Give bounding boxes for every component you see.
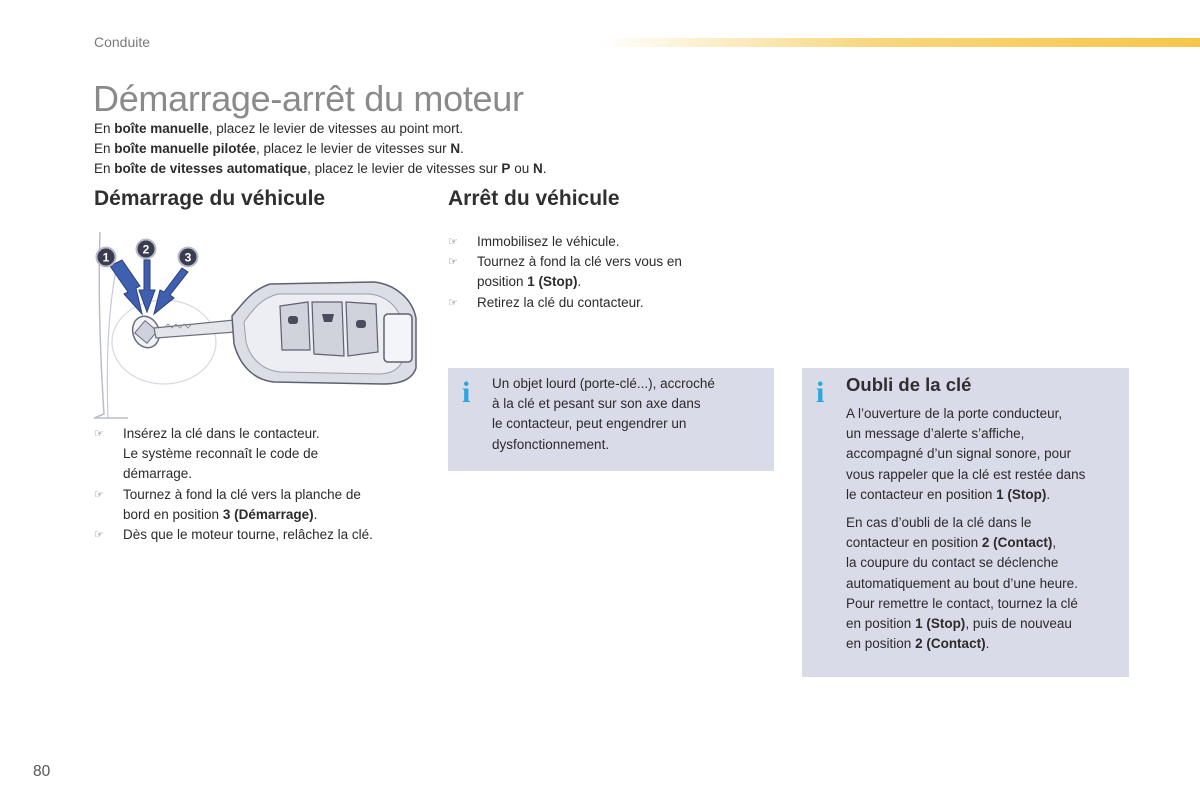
- forgotten-key-paragraph-1: A l’ouverture de la porte conducteur, un message d’alerte s’affiche, accompagné d’un signal sonore, pour vous rappeler que la clé est restée dans le contacteur en position 1 (Stop).: [846, 406, 1086, 502]
- intro-line: En boîte manuelle, placez le levier de vitesses au point mort.: [94, 121, 464, 136]
- hand-pointer-icon: ☞: [94, 488, 104, 501]
- callout-3: [179, 248, 198, 267]
- stop-heading: Arrêt du véhicule: [448, 187, 620, 210]
- callout-2: [137, 240, 156, 259]
- forgotten-key-box: [802, 368, 1129, 677]
- list-item: ☞ Tournez à fond la clé vers vous en position 1 (Stop).: [448, 254, 682, 290]
- hand-pointer-icon: ☞: [448, 236, 458, 248]
- intro-text: [94, 119, 546, 179]
- note-text: Un objet lourd (porte-clé...), accroché à la clé et pesant sur son axe dans le contacteur, peut engendrer un dysfonctionnement.: [492, 376, 715, 452]
- intro-line: En boîte de vitesses automatique, placez le levier de vitesses sur P ou N.: [94, 161, 547, 176]
- info-icon: i: [816, 376, 825, 409]
- start-instructions: [94, 424, 424, 545]
- fob-buttons: [280, 302, 378, 356]
- page-title: Démarrage-arrêt du moteur: [93, 78, 524, 119]
- key-ignition-illustration: [94, 232, 424, 420]
- intro-line: En boîte manuelle pilotée, placez le levier de vitesses sur N.: [94, 141, 464, 156]
- callout-1: [97, 248, 116, 267]
- list-item: ☞ Dès que le moteur tourne, relâchez la clé.: [94, 525, 424, 545]
- hand-pointer-icon: ☞: [94, 428, 104, 440]
- note-box: [448, 368, 774, 471]
- hand-pointer-icon: ☞: [448, 256, 458, 269]
- list-item: ☞ Insérez la clé dans le contacteur. Le système reconnaît le code de démarrage.: [94, 426, 320, 482]
- svg-text:3: 3: [184, 250, 192, 265]
- info-icon: i: [462, 376, 471, 409]
- hand-pointer-icon: ☞: [448, 296, 458, 309]
- start-heading: Démarrage du véhicule: [94, 187, 326, 210]
- forgotten-key-title: Oubli de la clé: [846, 374, 972, 395]
- list-item: ☞ Immobilisez le véhicule.: [448, 232, 768, 252]
- rotation-arrows: [110, 260, 188, 314]
- list-item: ☞ Tournez à fond la clé vers la planche de bord en position 3 (Démarrage).: [94, 486, 361, 522]
- svg-text:1: 1: [102, 250, 110, 265]
- page-number: 80: [33, 763, 51, 780]
- svg-text:2: 2: [142, 242, 150, 257]
- stop-instructions: [448, 232, 768, 313]
- forgotten-key-paragraph-2: En cas d’oubli de la clé dans le contacteur en position 2 (Contact), la coupure du contact se déclenche automatiquement au bout d’une heure. Pour remettre le contact, tournez la clé en position 1 (Stop), puis de nouveau en position 2 (Contact).: [846, 515, 1078, 652]
- hand-pointer-icon: ☞: [94, 529, 104, 542]
- list-item: ☞ Retirez la clé du contacteur.: [448, 293, 768, 313]
- section-label: Conduite: [94, 34, 151, 50]
- header-accent-bar: [600, 38, 1200, 47]
